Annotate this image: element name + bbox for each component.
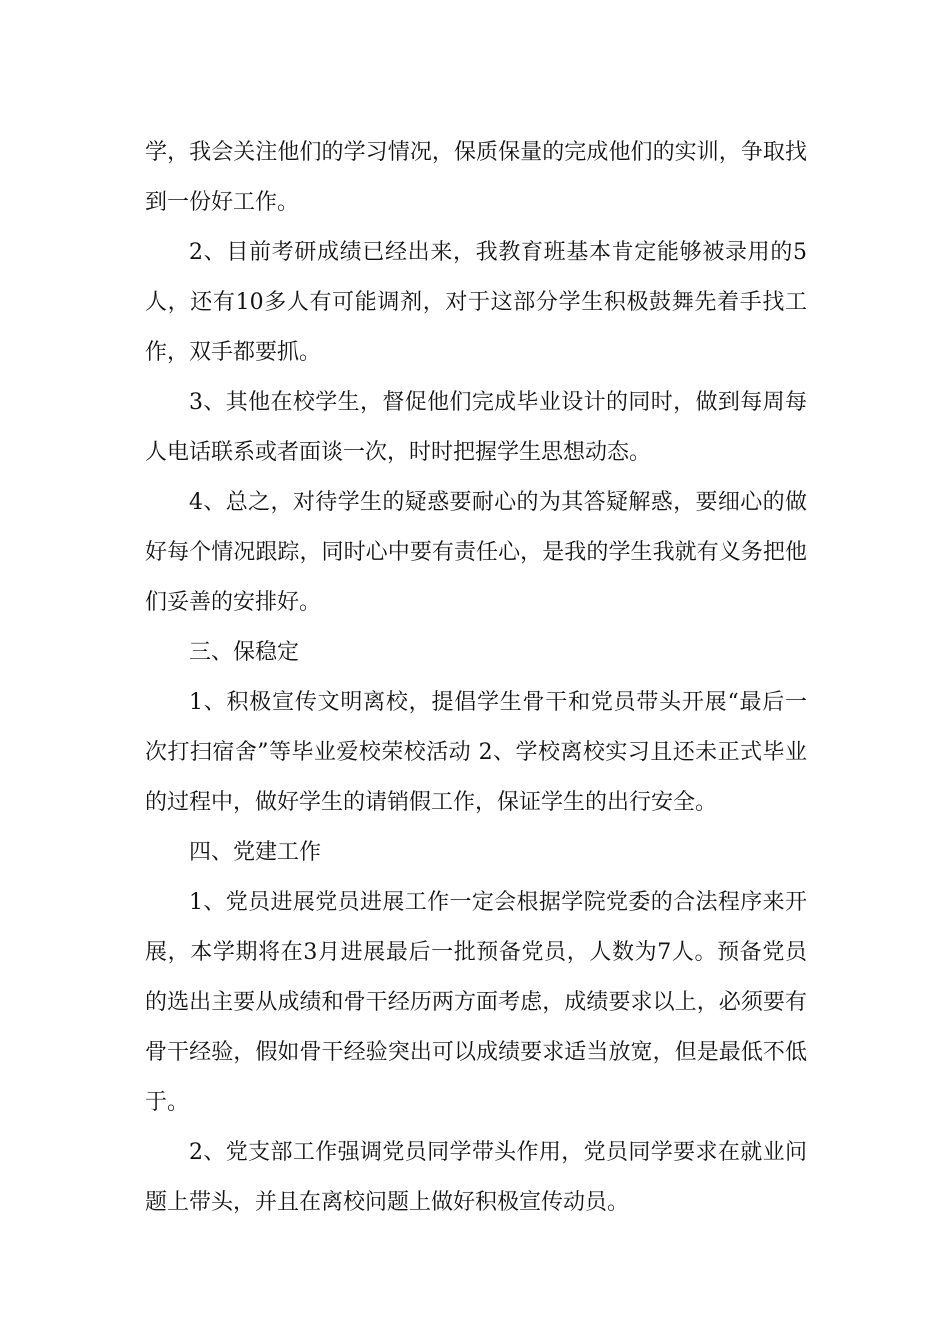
- paragraph-item-4: 4、总之，对待学生的疑惑要耐心的为其答疑解惑，要细心的做好每个情况跟踪，同时心中要有责任心，是我的学生我就有义务把他们妥善的安排好。: [145, 490, 807, 615]
- paragraph-stability-item-1: 1、积极宣传文明离校，提倡学生骨干和党员带头开展“最后一次打扫宿舍”等毕业爱校荣校活动 2、学校离校实习且还未正式毕业的过程中，做好学生的请销假工作，保证学生的出行安全。: [145, 690, 807, 815]
- paragraph-continuation: 学，我会关注他们的学习情况，保质保量的完成他们的实训，争取找到一份好工作。: [145, 140, 807, 215]
- document-body: [145, 128, 807, 1228]
- paragraph-party-item-1: 1、党员进展党员进展工作一定会根据学院党委的合法程序来开展，本学期将在3月进展最后一批预备党员，人数为7人。预备党员的选出主要从成绩和骨干经历两方面考虑，成绩要求以上，必须要有骨干经验，假如骨干经验突出可以成绩要求适当放宽，但是最低不低于。: [145, 890, 807, 1115]
- paragraph-item-2: 2、目前考研成绩已经出来，我教育班基本肯定能够被录用的5人，还有10多人有可能调剂，对于这部分学生积极鼓舞先着手找工作，双手都要抓。: [145, 240, 807, 365]
- section-heading-stability: 三、保稳定: [189, 640, 300, 665]
- paragraph-item-3: 3、其他在校学生，督促他们完成毕业设计的同时，做到每周每人电话联系或者面谈一次，时时把握学生思想动态。: [145, 390, 807, 465]
- section-heading-party-building: 四、党建工作: [189, 840, 322, 865]
- paragraph-party-item-2: 2、党支部工作强调党员同学带头作用，党员同学要求在就业问题上带头，并且在离校问题上做好积极宣传动员。: [145, 1140, 807, 1215]
